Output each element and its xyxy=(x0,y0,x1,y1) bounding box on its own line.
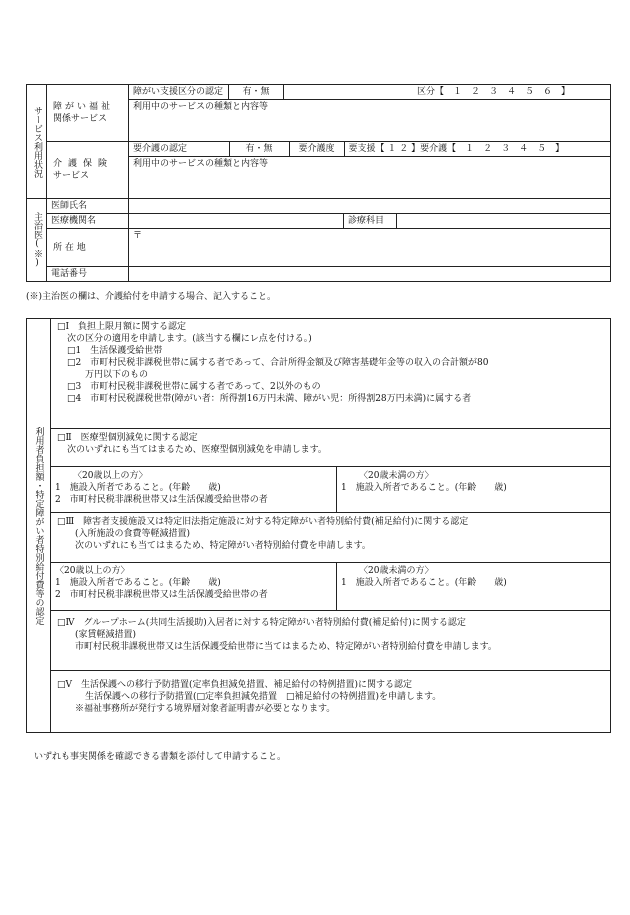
care-has-none[interactable]: 有・無 xyxy=(229,142,289,156)
section-2-adult xyxy=(51,467,337,513)
section-1-option-4[interactable]: □4 市町村民税課税世帯(障がい者：所得割16万円未満、障がい児：所得割28万円未満)に属する者 xyxy=(67,394,472,404)
address-field[interactable] xyxy=(129,229,611,267)
phone-label: 電話番号 xyxy=(47,267,129,282)
institution-label: 医療機関名 xyxy=(47,214,129,229)
section-2-intro: 次のいずれにも当てはまるため、医療型個別減免を申請します。 xyxy=(67,445,327,455)
care-cert-label: 要介護の認定 xyxy=(129,142,229,156)
section-3-adult xyxy=(51,563,337,611)
address-label: 所 在 地 xyxy=(47,229,129,267)
care-label: 介護保険 サービス xyxy=(47,142,129,199)
section-3-minor xyxy=(337,563,611,611)
section-2-minor-item-1[interactable]: 1 施設入所者であること。(年齢 歳) xyxy=(341,483,507,493)
section-3-minor-item-1[interactable]: 1 施設入所者であること。(年齢 歳) xyxy=(341,578,507,588)
welfare-category[interactable]: 区分【 １ ２ ３ ４ ５ ６ 】 xyxy=(284,85,611,100)
section-4-checkbox[interactable]: □Ⅳ グループホーム(共同生活援助)入居者に対する特定障がい者特別給付費(補足給付)に関する認定 xyxy=(57,618,466,628)
section-1-option-2-cont: 万円以下のもの xyxy=(85,370,149,380)
section-1-checkbox[interactable]: □Ⅰ 負担上限月額に関する認定 xyxy=(57,322,187,332)
section-3-checkbox[interactable]: □Ⅲ 障害者支援施設又は特定旧法指定施設に対する特定障がい者特別給付費(補足給付)に関する認定 xyxy=(57,517,469,527)
section-2-minor xyxy=(337,467,611,513)
welfare-label: 障がい福祉 関係サービス xyxy=(47,85,129,142)
section-2-adult-item-2: 2 市町村民税非課税世帯又は生活保護受給世帯の者 xyxy=(55,495,268,505)
welfare-has-none[interactable]: 有・無 xyxy=(229,85,284,100)
institution-field[interactable] xyxy=(129,214,344,229)
section-5-line[interactable]: 生活保護への移行予防措置(□定率負担減免措置 □補足給付の特例措置)を申請します。 xyxy=(85,692,442,702)
welfare-cert-label: 障がい支援区分の認定 xyxy=(129,85,229,100)
section-3 xyxy=(51,513,611,563)
section-1-intro: 次の区分の適用を申請します。(該当する欄にレ点を付ける。) xyxy=(67,334,312,344)
section-4-sub: (家賃軽減措置) xyxy=(75,630,137,640)
burden-side-label: 利用者負担額・特定障がい者特別給付費等の認定 xyxy=(27,319,51,733)
section-2-adult-head: 〈20歳以上の方〉 xyxy=(73,471,148,481)
doctor-footnote: (※)主治医の欄は、介護給付を申請する場合、記入すること。 xyxy=(26,292,277,302)
doctor-label: 主治医(※) xyxy=(27,199,47,282)
service-status-label: サービス利用状況 xyxy=(27,85,47,199)
service-status-table xyxy=(26,84,611,282)
section-2 xyxy=(51,429,611,467)
section-3-sub: (入所施設の食費等軽減措置) xyxy=(75,529,191,539)
section-4 xyxy=(51,611,611,671)
section-3-intro: 次のいずれにも当てはまるため、特定障がい者特別給付費を申請します。 xyxy=(75,541,371,551)
section-3-adult-item-2: 2 市町村民税非課税世帯又は生活保護受給世帯の者 xyxy=(55,590,268,600)
care-level-option[interactable]: 要介護【 １ ２ ３ ４ ５ 】 xyxy=(420,144,565,154)
section-3-adult-item-1[interactable]: 1 施設入所者であること。(年齢 歳) xyxy=(55,578,221,588)
care-content-field[interactable]: 利用中のサービスの種類と内容等 xyxy=(129,157,611,199)
section-3-minor-head: 〈20歳未満の方〉 xyxy=(359,566,434,576)
section-1-option-1[interactable]: □1 生活保護受給世帯 xyxy=(67,346,163,356)
care-level-options[interactable] xyxy=(344,142,610,156)
care-level-label: 要介護度 xyxy=(289,142,344,156)
section-1 xyxy=(51,319,611,429)
section-2-adult-item-1[interactable]: 1 施設入所者であること。(年齢 歳) xyxy=(55,483,221,493)
section-5-note: ※福祉事務所が発行する境界層対象者証明書が必要となります。 xyxy=(75,704,336,714)
section-1-option-2[interactable]: □2 市町村民税非課税世帯に属する者であって、合計所得金額及び障害基礎年金等の収入の合計額が80 xyxy=(67,358,489,368)
postal-mark: 〒 xyxy=(133,231,143,241)
burden-certification-table xyxy=(26,318,611,733)
care-support-option[interactable]: 要支援【 １ ２ 】 xyxy=(348,144,421,154)
section-1-option-3[interactable]: □3 市町村民税非課税世帯に属する者であって、2以外のもの xyxy=(67,382,321,392)
department-label: 診療科目 xyxy=(344,214,396,228)
phone-field[interactable] xyxy=(129,267,611,282)
section-4-intro: 市町村民税非課税世帯又は生活保護受給世帯に当てはまるため、特定障がい者特別給付費を申請します。 xyxy=(75,642,497,652)
section-5 xyxy=(51,671,611,733)
doctor-name-field[interactable] xyxy=(129,199,611,214)
section-3-adult-head: 〈20歳以上の方〉 xyxy=(55,566,130,576)
section-2-checkbox[interactable]: □Ⅱ 医療型個別減免に関する認定 xyxy=(57,433,198,443)
section-5-checkbox[interactable]: □Ⅴ 生活保護への移行予防措置(定率負担減免措置、補足給付の特例措置)に関する認定 xyxy=(57,680,413,690)
attachment-footnote: いずれも事実関係を確認できる書類を添付して申請すること。 xyxy=(34,752,287,762)
section-2-minor-head: 〈20歳未満の方〉 xyxy=(359,471,434,481)
doctor-name-label: 医師氏名 xyxy=(47,199,129,214)
welfare-content-field[interactable]: 利用中のサービスの種類と内容等 xyxy=(129,100,611,142)
department-field[interactable] xyxy=(396,214,610,228)
